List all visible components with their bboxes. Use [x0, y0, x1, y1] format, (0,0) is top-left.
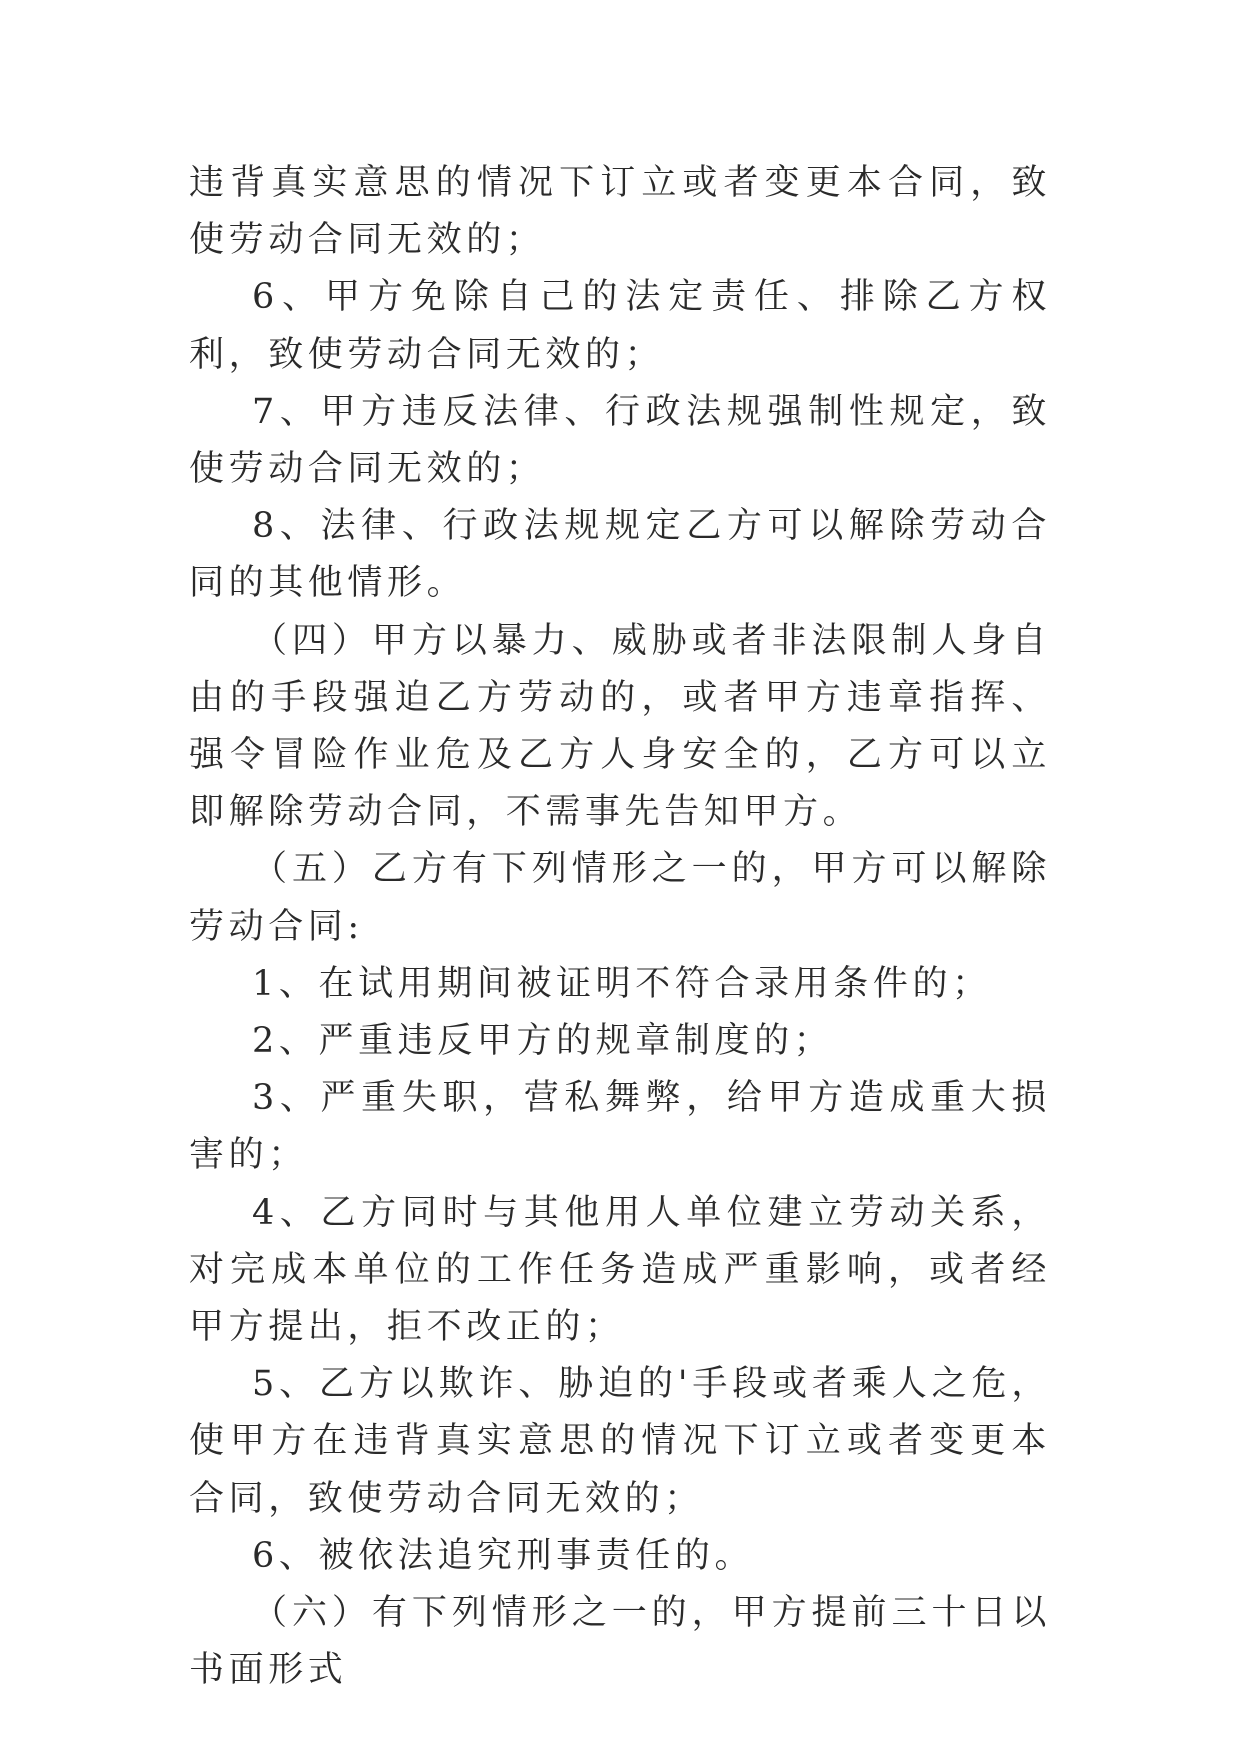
paragraph: 5、乙方以欺诈、胁迫的'手段或者乘人之危，使甲方在违背真实意思的情况下订立或者变更本合同，致使劳动合同无效的；	[189, 1364, 1051, 1519]
paragraph: 6、甲方免除自己的法定责任、排除乙方权利，致使劳动合同无效的；	[189, 277, 1051, 375]
paragraph: （六）有下列情形之一的，甲方提前三十日以书面形式	[189, 1593, 1051, 1691]
paragraph: 1、在试用期间被证明不符合录用条件的；	[252, 963, 992, 1004]
paragraph: 2、严重违反甲方的规章制度的；	[252, 1021, 834, 1062]
paragraph: （五）乙方有下列情形之一的，甲方可以解除劳动合同:	[189, 849, 1051, 947]
paragraph: 8、法律、行政法规规定乙方可以解除劳动合同的其他情形。	[189, 506, 1051, 604]
document-body	[189, 155, 1051, 1699]
paragraph: 违背真实意思的情况下订立或者变更本合同，致使劳动合同无效的；	[189, 163, 1051, 261]
paragraph: （四）甲方以暴力、威胁或者非法限制人身自由的手段强迫乙方劳动的，或者甲方违章指挥、强令冒险作业危及乙方人身安全的，乙方可以立即解除劳动合同，不需事先告知甲方。	[189, 620, 1051, 833]
paragraph: 3、严重失职，营私舞弊，给甲方造成重大损害的；	[189, 1078, 1051, 1176]
paragraph: 4、乙方同时与其他用人单位建立劳动关系，对完成本单位的工作任务造成严重影响，或者经甲方提出，拒不改正的；	[189, 1192, 1051, 1348]
paragraph: 7、甲方违反法律、行政法规强制性规定，致使劳动合同无效的；	[189, 391, 1051, 490]
paragraph: 6、被依法追究刑事责任的。	[252, 1535, 755, 1576]
